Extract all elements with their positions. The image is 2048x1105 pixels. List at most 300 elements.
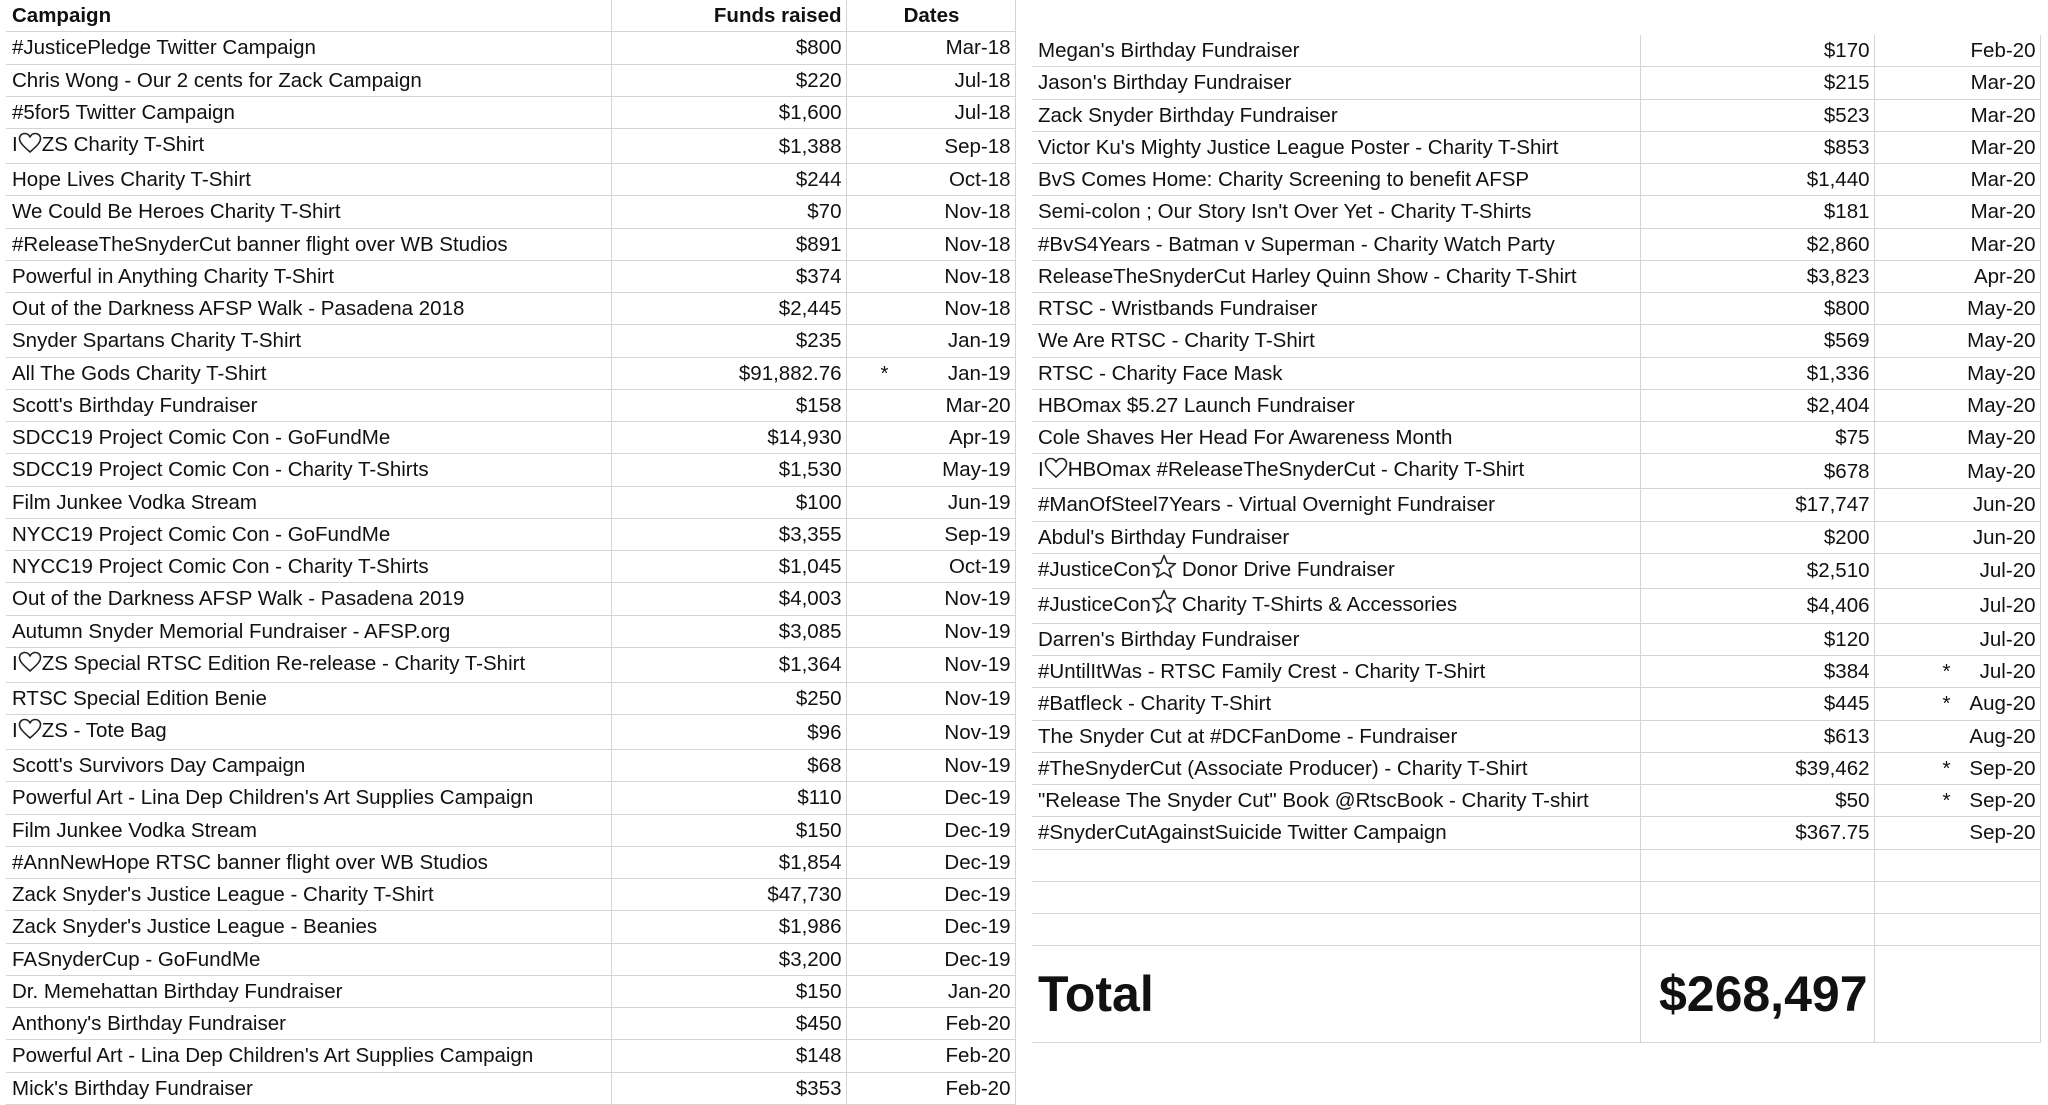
date-cell[interactable]	[846, 879, 1015, 911]
date-cell[interactable]	[846, 647, 1015, 682]
date-cell[interactable]	[846, 32, 1015, 64]
funds-cell[interactable]: $891	[611, 228, 846, 260]
campaign-cell[interactable]	[6, 228, 611, 260]
funds-cell[interactable]: $200	[1640, 521, 1874, 553]
date-cell[interactable]	[1874, 623, 2040, 655]
table-row	[6, 260, 1015, 292]
empty-cell[interactable]	[1874, 881, 2040, 913]
date-value: Sep-20	[1969, 821, 2036, 845]
date-value: Nov-19	[944, 686, 1011, 710]
date-cell[interactable]	[1874, 752, 2040, 784]
campaign-name: NYCC19 Project Comic Con - Charity T-Shirts	[12, 555, 429, 579]
empty-cell[interactable]	[1874, 914, 2040, 946]
funds-cell[interactable]: $170	[1640, 35, 1874, 67]
date-cell[interactable]	[1874, 817, 2040, 849]
table-row	[1032, 553, 2040, 588]
table-row	[6, 454, 1015, 486]
table-row	[6, 129, 1015, 164]
campaign-name: Dr. Memehattan Birthday Fundraiser	[12, 979, 343, 1003]
campaign-cell[interactable]	[1032, 164, 1640, 196]
campaign-name: Megan's Birthday Fundraiser	[1038, 39, 1300, 63]
table-row	[1032, 260, 2040, 292]
funds-cell[interactable]: $3,355	[611, 518, 846, 550]
funds-cell[interactable]: $3,200	[611, 943, 846, 975]
date-cell[interactable]	[1874, 228, 2040, 260]
date-cell[interactable]	[846, 486, 1015, 518]
date-cell[interactable]	[846, 325, 1015, 357]
campaign-cell[interactable]	[1032, 688, 1640, 720]
table-row	[6, 1040, 1015, 1072]
table-row	[1032, 357, 2040, 389]
campaign-cell[interactable]	[6, 911, 611, 943]
funds-cell[interactable]: $47,730	[611, 879, 846, 911]
campaign-cell[interactable]	[6, 164, 611, 196]
funds-cell[interactable]: $68	[611, 750, 846, 782]
empty-cell[interactable]	[1874, 849, 2040, 881]
campaign-cell[interactable]	[6, 357, 611, 389]
table-row	[6, 518, 1015, 550]
date-cell[interactable]	[846, 228, 1015, 260]
table-row	[1032, 196, 2040, 228]
date-cell[interactable]	[1874, 293, 2040, 325]
campaign-name: Donor Drive Fundraiser	[1181, 557, 1395, 581]
campaign-cell[interactable]	[6, 293, 611, 325]
funds-cell[interactable]: $17,747	[1640, 489, 1874, 521]
campaign-cell[interactable]	[6, 486, 611, 518]
campaign-cell[interactable]	[1032, 293, 1640, 325]
empty-row	[1032, 881, 2040, 913]
campaign-cell[interactable]	[1032, 553, 1640, 588]
funds-cell[interactable]: $148	[611, 1040, 846, 1072]
campaign-cell[interactable]	[1032, 817, 1640, 849]
dates-header: Dates	[846, 0, 1015, 32]
date-value: Mar-20	[1970, 71, 2036, 95]
date-value: Dec-19	[944, 786, 1011, 810]
campaign-cell[interactable]	[6, 422, 611, 454]
date-value: May-20	[1967, 297, 2036, 321]
date-cell[interactable]	[1874, 260, 2040, 292]
table-row	[6, 879, 1015, 911]
table-row	[1032, 293, 2040, 325]
campaign-cell[interactable]	[6, 879, 611, 911]
empty-cell[interactable]	[1640, 881, 1874, 913]
funds-cell[interactable]: $220	[611, 64, 846, 96]
funds-cell[interactable]: $96	[611, 715, 846, 750]
table-row	[6, 750, 1015, 782]
campaign-cell[interactable]	[6, 715, 611, 750]
campaign-cell[interactable]	[6, 846, 611, 878]
date-value: Apr-19	[948, 426, 1011, 450]
date-cell[interactable]	[846, 293, 1015, 325]
left-table-body	[6, 32, 1015, 1105]
funds-cell[interactable]: $445	[1640, 688, 1874, 720]
table-row	[6, 422, 1015, 454]
empty-cell[interactable]	[1640, 914, 1874, 946]
date-cell[interactable]	[846, 846, 1015, 878]
asterisk-mark: *	[880, 361, 889, 385]
campaign-cell[interactable]	[1032, 35, 1640, 67]
empty-cell[interactable]	[1640, 849, 1874, 881]
date-cell[interactable]	[1874, 422, 2040, 454]
date-value: Dec-19	[944, 850, 1011, 874]
date-cell[interactable]	[1874, 357, 2040, 389]
date-value: Mar-20	[945, 393, 1011, 417]
campaign-cell[interactable]	[1032, 357, 1640, 389]
date-cell[interactable]	[846, 1040, 1015, 1072]
campaign-cell[interactable]	[6, 943, 611, 975]
date-value: Dec-19	[944, 883, 1011, 907]
campaign-name: RTSC Special Edition Benie	[12, 686, 267, 710]
table-row	[6, 164, 1015, 196]
campaign-prefix: I	[12, 719, 18, 742]
date-cell[interactable]	[846, 96, 1015, 128]
campaign-name: HBOmax $5.27 Launch Fundraiser	[1038, 393, 1355, 417]
campaign-prefix: #JusticeCon	[1038, 557, 1151, 581]
date-cell[interactable]	[846, 814, 1015, 846]
date-cell[interactable]	[1874, 553, 2040, 588]
campaign-cell[interactable]	[6, 196, 611, 228]
date-cell[interactable]	[846, 1008, 1015, 1040]
date-value: Jan-20	[947, 979, 1011, 1003]
date-cell[interactable]	[1874, 656, 2040, 688]
date-cell[interactable]	[846, 129, 1015, 164]
funds-cell[interactable]: $2,404	[1640, 389, 1874, 421]
campaign-cell[interactable]	[6, 389, 611, 421]
funds-cell[interactable]: $244	[611, 164, 846, 196]
funds-cell[interactable]: $1,530	[611, 454, 846, 486]
funds-cell[interactable]: $250	[611, 682, 846, 714]
funds-cell[interactable]: $120	[1640, 623, 1874, 655]
date-cell[interactable]	[846, 389, 1015, 421]
date-cell[interactable]	[846, 943, 1015, 975]
date-cell[interactable]	[1874, 489, 2040, 521]
star-icon	[1151, 554, 1177, 588]
date-value: Sep-20	[1969, 756, 2036, 780]
campaign-name: Zack Snyder's Justice League - Beanies	[12, 915, 378, 939]
campaign-name: Cole Shaves Her Head For Awareness Month	[1038, 426, 1453, 450]
date-value: Aug-20	[1969, 724, 2036, 748]
campaign-name: SDCC19 Project Comic Con - GoFundMe	[12, 426, 391, 450]
date-cell[interactable]	[1874, 99, 2040, 131]
campaign-cell[interactable]	[1032, 196, 1640, 228]
campaign-name: Chris Wong - Our 2 cents for Zack Campaign	[12, 68, 422, 92]
campaign-name: BvS Comes Home: Charity Screening to benefit AFSP	[1038, 168, 1530, 192]
funds-cell[interactable]: $158	[611, 389, 846, 421]
date-cell[interactable]	[846, 1072, 1015, 1104]
campaign-name: Victor Ku's Mighty Justice League Poster - Charity T-Shirt	[1038, 135, 1559, 159]
date-value: Feb-20	[945, 1076, 1011, 1100]
campaign-cell[interactable]	[1032, 454, 1640, 489]
funds-cell[interactable]: $50	[1640, 785, 1874, 817]
campaign-cell[interactable]	[1032, 588, 1640, 623]
date-value: Jul-18	[954, 68, 1011, 92]
campaign-cell[interactable]	[1032, 99, 1640, 131]
table-row	[6, 583, 1015, 615]
funds-cell[interactable]: $1,388	[611, 129, 846, 164]
campaign-cell[interactable]	[6, 682, 611, 714]
date-cell[interactable]	[846, 715, 1015, 750]
campaign-cell[interactable]	[1032, 521, 1640, 553]
date-cell[interactable]	[846, 422, 1015, 454]
funds-cell[interactable]: $150	[611, 814, 846, 846]
date-value: May-20	[1967, 361, 2036, 385]
campaign-cell[interactable]	[6, 32, 611, 64]
date-cell[interactable]	[1874, 521, 2040, 553]
campaign-cell[interactable]	[1032, 752, 1640, 784]
date-value: May-20	[1967, 459, 2036, 483]
funds-cell[interactable]: $4,003	[611, 583, 846, 615]
campaign-cell[interactable]	[6, 1040, 611, 1072]
funds-cell[interactable]: $181	[1640, 196, 1874, 228]
campaign-cell[interactable]	[1032, 67, 1640, 99]
funds-cell[interactable]: $2,860	[1640, 228, 1874, 260]
campaign-cell[interactable]	[6, 1008, 611, 1040]
funds-cell[interactable]: $384	[1640, 656, 1874, 688]
empty-row	[1032, 849, 2040, 881]
campaign-cell[interactable]	[6, 551, 611, 583]
campaign-cell[interactable]	[6, 325, 611, 357]
campaign-cell[interactable]	[6, 454, 611, 486]
funds-cell[interactable]: $2,445	[611, 293, 846, 325]
date-cell[interactable]	[1874, 389, 2040, 421]
date-value: Apr-20	[1973, 264, 2036, 288]
funds-cell[interactable]: $800	[1640, 293, 1874, 325]
campaign-cell[interactable]	[6, 615, 611, 647]
campaign-cell[interactable]	[1032, 785, 1640, 817]
date-cell[interactable]	[846, 196, 1015, 228]
campaign-cell[interactable]	[1032, 489, 1640, 521]
campaign-cell[interactable]	[6, 975, 611, 1007]
empty-cell[interactable]	[1874, 946, 2040, 1043]
campaign-name: #BvS4Years - Batman v Superman - Charity Watch Party	[1038, 232, 1555, 256]
date-value: May-20	[1967, 329, 2036, 353]
funds-cell[interactable]: $2,510	[1640, 553, 1874, 588]
campaign-name: Mick's Birthday Fundraiser	[12, 1076, 253, 1100]
date-cell[interactable]	[846, 164, 1015, 196]
asterisk-mark: *	[1942, 789, 1951, 812]
table-row	[6, 647, 1015, 682]
funds-cell[interactable]: $100	[611, 486, 846, 518]
funds-header: Funds raised	[611, 0, 846, 32]
funds-cell[interactable]: $613	[1640, 720, 1874, 752]
campaign-cell[interactable]	[6, 518, 611, 550]
date-cell[interactable]	[1874, 785, 2040, 817]
funds-cell[interactable]: $1,600	[611, 96, 846, 128]
date-cell[interactable]	[846, 975, 1015, 1007]
total-value[interactable]: $268,497	[1640, 946, 1874, 1043]
campaign-name: Anthony's Birthday Fundraiser	[12, 1012, 286, 1036]
campaign-cell[interactable]	[6, 260, 611, 292]
funds-cell[interactable]: $523	[1640, 99, 1874, 131]
date-value: Jan-19	[947, 329, 1011, 353]
date-cell[interactable]	[846, 551, 1015, 583]
date-cell[interactable]	[846, 583, 1015, 615]
campaign-name: Zack Snyder Birthday Fundraiser	[1038, 103, 1338, 127]
date-cell[interactable]	[1874, 196, 2040, 228]
funds-cell[interactable]: $678	[1640, 454, 1874, 489]
table-row	[1032, 785, 2040, 817]
heart-icon	[18, 651, 42, 682]
table-row	[6, 325, 1015, 357]
date-cell[interactable]	[1874, 325, 2040, 357]
campaign-name: #Batfleck - Charity T-Shirt	[1038, 692, 1272, 716]
date-cell[interactable]	[846, 260, 1015, 292]
table-row	[1032, 454, 2040, 489]
campaign-cell[interactable]	[6, 64, 611, 96]
date-cell[interactable]	[846, 750, 1015, 782]
table-row	[1032, 67, 2040, 99]
campaign-cell[interactable]	[1032, 228, 1640, 260]
table-row	[1032, 588, 2040, 623]
asterisk-mark: *	[1942, 756, 1951, 780]
campaign-prefix: I	[12, 651, 18, 675]
funds-cell[interactable]: $75	[1640, 422, 1874, 454]
funds-cell[interactable]: $3,085	[611, 615, 846, 647]
table-row	[6, 196, 1015, 228]
table-row	[1032, 817, 2040, 849]
table-row	[6, 911, 1015, 943]
funds-cell[interactable]: $800	[611, 32, 846, 64]
funds-cell[interactable]: $853	[1640, 131, 1874, 163]
funds-cell[interactable]: $150	[611, 975, 846, 1007]
campaign-cell[interactable]	[6, 647, 611, 682]
campaign-name: #UntilItWas - RTSC Family Crest - Charity T-Shirt	[1038, 660, 1486, 684]
funds-cell[interactable]: $1,986	[611, 911, 846, 943]
campaign-name: Film Junkee Vodka Stream	[12, 490, 257, 514]
date-value: Nov-18	[944, 264, 1011, 288]
date-cell[interactable]	[846, 615, 1015, 647]
funds-cell[interactable]: $4,406	[1640, 588, 1874, 623]
table-row	[1032, 99, 2040, 131]
empty-cell[interactable]	[1032, 914, 1640, 946]
date-value: May-20	[1967, 426, 2036, 450]
funds-cell[interactable]: $374	[611, 260, 846, 292]
date-value: Sep-19	[944, 522, 1011, 546]
table-row	[6, 715, 1015, 750]
date-cell[interactable]	[1874, 131, 2040, 163]
campaign-cell[interactable]	[1032, 422, 1640, 454]
campaign-name: #ReleaseTheSnyderCut banner flight over WB Studios	[12, 232, 508, 256]
campaign-cell[interactable]	[1032, 325, 1640, 357]
date-cell[interactable]	[1874, 588, 2040, 623]
date-value: Dec-19	[944, 915, 1011, 939]
table-row	[6, 943, 1015, 975]
funds-cell[interactable]: $235	[611, 325, 846, 357]
campaign-cell[interactable]	[6, 583, 611, 615]
funds-cell[interactable]: $110	[611, 782, 846, 814]
campaign-cell[interactable]	[6, 129, 611, 164]
table-row	[6, 814, 1015, 846]
table-row	[1032, 720, 2040, 752]
funds-cell[interactable]: $1,440	[1640, 164, 1874, 196]
empty-cell[interactable]	[1032, 881, 1640, 913]
funds-cell[interactable]: $215	[1640, 67, 1874, 99]
table-row	[6, 1008, 1015, 1040]
campaign-cell[interactable]	[1032, 260, 1640, 292]
campaign-cell[interactable]	[6, 782, 611, 814]
funds-cell[interactable]: $1,854	[611, 846, 846, 878]
funds-cell[interactable]: $70	[611, 196, 846, 228]
funds-cell[interactable]: $1,364	[611, 647, 846, 682]
campaign-cell[interactable]	[6, 814, 611, 846]
date-value: Feb-20	[1970, 39, 2036, 63]
date-value: Dec-19	[944, 818, 1011, 842]
date-cell[interactable]	[1874, 720, 2040, 752]
date-cell[interactable]	[846, 64, 1015, 96]
campaign-name: #ManOfSteel7Years - Virtual Overnight Fundraiser	[1038, 493, 1495, 517]
date-cell[interactable]	[846, 911, 1015, 943]
campaign-name: #SnyderCutAgainstSuicide Twitter Campaign	[1038, 821, 1447, 845]
date-cell[interactable]	[1874, 454, 2040, 489]
campaign-name: Powerful in Anything Charity T-Shirt	[12, 264, 335, 288]
funds-cell[interactable]: $353	[611, 1072, 846, 1104]
campaign-name: Out of the Darkness AFSP Walk - Pasadena 2018	[12, 297, 465, 321]
date-cell[interactable]	[1874, 688, 2040, 720]
funds-cell[interactable]: $367.75	[1640, 817, 1874, 849]
campaign-name: The Snyder Cut at #DCFanDome - Fundraiser	[1038, 724, 1458, 748]
table-row	[6, 389, 1015, 421]
funds-cell[interactable]: $91,882.76	[611, 357, 846, 389]
funds-cell[interactable]: $1,336	[1640, 357, 1874, 389]
table-row	[6, 357, 1015, 389]
table-row	[1032, 389, 2040, 421]
campaign-name: SDCC19 Project Comic Con - Charity T-Shirts	[12, 458, 429, 482]
funds-cell[interactable]: $450	[611, 1008, 846, 1040]
funds-cell[interactable]: $1,045	[611, 551, 846, 583]
date-cell[interactable]	[846, 357, 1015, 389]
campaign-name: "Release The Snyder Cut" Book @RtscBook - Charity T-shirt	[1038, 789, 1589, 813]
date-value: Sep-18	[944, 134, 1011, 158]
campaign-name: #TheSnyderCut (Associate Producer) - Charity T-Shirt	[1038, 756, 1528, 780]
campaign-name: RTSC - Charity Face Mask	[1038, 361, 1283, 385]
campaign-cell[interactable]	[1032, 720, 1640, 752]
date-cell[interactable]	[846, 782, 1015, 814]
table-row	[6, 975, 1015, 1007]
table-row	[1032, 422, 2040, 454]
total-label[interactable]: Total	[1032, 946, 1640, 1043]
campaign-name: Autumn Snyder Memorial Fundraiser - AFSP.org	[12, 619, 451, 643]
date-cell[interactable]	[846, 518, 1015, 550]
table-row	[1032, 623, 2040, 655]
table-row	[1032, 752, 2040, 784]
table-row	[1032, 325, 2040, 357]
campaign-cell[interactable]	[6, 750, 611, 782]
funds-cell[interactable]: $3,823	[1640, 260, 1874, 292]
table-row	[6, 96, 1015, 128]
campaign-cell[interactable]	[1032, 131, 1640, 163]
campaign-cell[interactable]	[1032, 623, 1640, 655]
campaign-name: Hope Lives Charity T-Shirt	[12, 168, 251, 192]
date-value: Nov-19	[944, 720, 1011, 744]
date-value: Jul-18	[954, 100, 1011, 124]
funds-cell[interactable]: $39,462	[1640, 752, 1874, 784]
date-cell[interactable]	[846, 682, 1015, 714]
date-cell[interactable]	[846, 454, 1015, 486]
campaign-cell[interactable]	[1032, 656, 1640, 688]
date-value: Jan-19	[947, 361, 1011, 385]
date-cell[interactable]	[1874, 35, 2040, 67]
date-value: Mar-20	[1970, 200, 2036, 224]
campaign-cell[interactable]	[6, 96, 611, 128]
empty-cell[interactable]	[1032, 849, 1640, 881]
campaign-name: ZS Charity T-Shirt	[41, 133, 205, 156]
date-cell[interactable]	[1874, 67, 2040, 99]
funds-cell[interactable]: $569	[1640, 325, 1874, 357]
date-cell[interactable]	[1874, 164, 2040, 196]
funds-cell[interactable]: $14,930	[611, 422, 846, 454]
campaign-cell[interactable]	[6, 1072, 611, 1104]
campaign-cell[interactable]	[1032, 389, 1640, 421]
